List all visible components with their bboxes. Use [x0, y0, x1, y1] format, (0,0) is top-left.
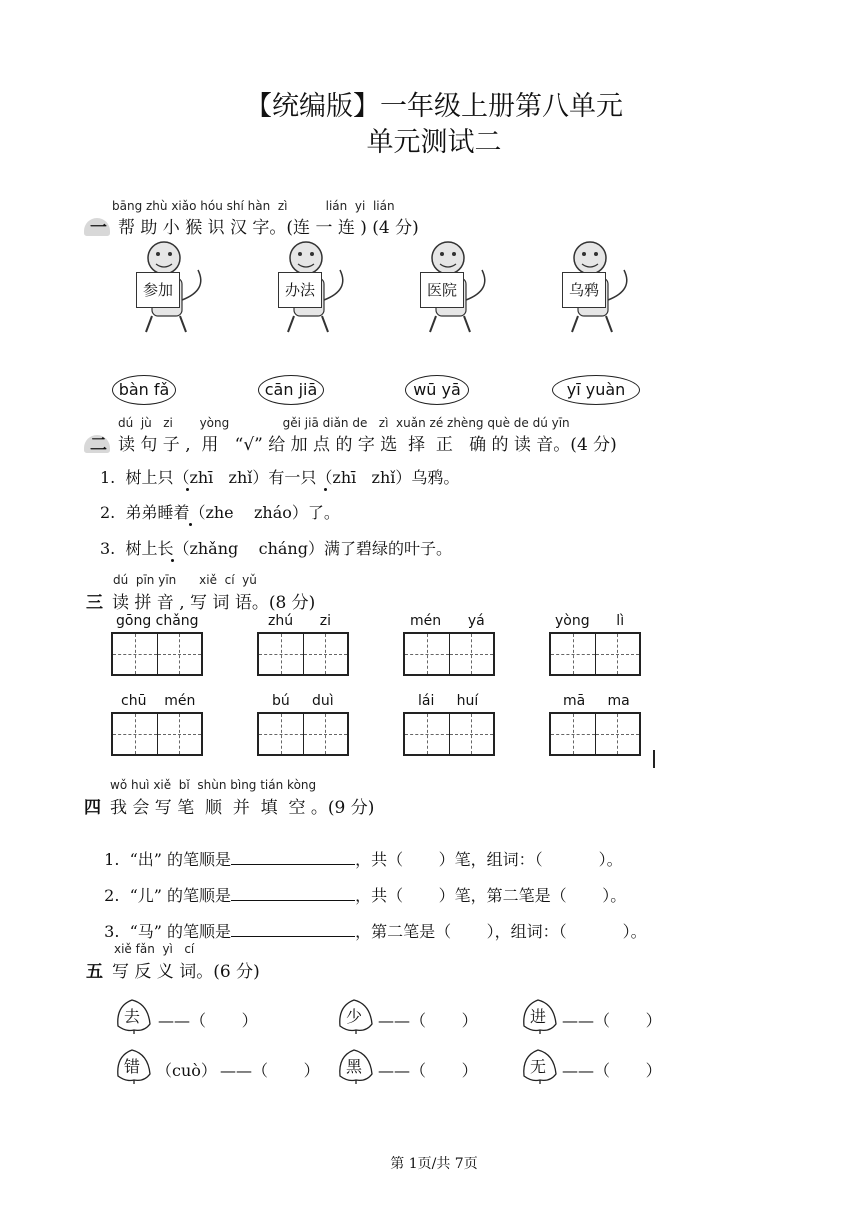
grid-pinyin-2: zhú zi — [268, 613, 332, 629]
leaf-char: 少 — [346, 1007, 363, 1026]
emphasis-dot — [189, 523, 192, 526]
emphasis-dot — [186, 488, 189, 491]
s2-item-1: 1. 树上只（zhī zhǐ）有一只（zhī zhǐ）乌鸦。 — [100, 468, 460, 487]
writing-grid[interactable] — [549, 632, 641, 676]
s2-badge: 二 — [90, 435, 107, 455]
grid-pinyin-1: gōng chǎng — [116, 613, 199, 629]
leaf-char: 无 — [530, 1057, 547, 1076]
leaf-word-4 — [114, 1046, 158, 1086]
antonym-blank[interactable]: ——（ ） — [378, 1011, 478, 1030]
s2-item-2: 2. 弟弟睡着（zhe zháo）了。 — [100, 503, 340, 522]
grid-pinyin-8: mā ma — [563, 693, 630, 709]
leaf-char: 进 — [530, 1007, 547, 1026]
writing-grid[interactable] — [403, 632, 495, 676]
s1-badge: 一 — [90, 218, 107, 238]
s4-pinyin: wǒ huì xiě bǐ shùn bìng tián kòng — [110, 778, 317, 792]
answer-blank[interactable] — [231, 886, 355, 901]
monkey-card-4 — [556, 240, 636, 339]
s4-item-2-rest: ，共（ ）笔，第二笔是（ ）。 — [355, 886, 627, 905]
antonym-blank[interactable]: ——（ ） — [378, 1061, 478, 1080]
s4-badge: 四 — [84, 798, 101, 818]
s2-item-3: 3. 树上长（zhǎng cháng）满了碧绿的叶子。 — [100, 539, 452, 558]
s4-item-2-prompt: 2. “儿” 的笔顺是 — [104, 886, 232, 905]
leaf-char: 错 — [124, 1057, 141, 1076]
grid-pinyin-5: chū mén — [121, 693, 196, 709]
antonym-blank[interactable]: ——（ ） — [562, 1061, 662, 1080]
s4-item-3-prompt: 3. “马” 的笔顺是 — [104, 922, 232, 941]
s2-pinyin: dú jù zi yòng gěi jiā diǎn de zì xuǎn zé zhèng què de dú yīn — [118, 416, 570, 430]
leaf-word-3 — [520, 996, 564, 1036]
writing-grid[interactable] — [111, 712, 203, 756]
card-word-2: 办法 — [278, 272, 322, 308]
s3-pinyin: dú pīn yīn xiě cí yǔ — [113, 573, 257, 587]
emphasis-dot — [324, 488, 327, 491]
s1-title: 帮 助 小 猴 识 汉 字。(连 一 连 ) (4 分) — [118, 218, 419, 238]
page-subtitle: 单元测试二 — [366, 127, 502, 158]
pinyin-oval-4: yī yuàn — [552, 375, 640, 405]
grid-pinyin-3: mén yá — [410, 613, 485, 629]
pinyin-oval-3: wū yā — [405, 375, 469, 405]
pinyin-oval-1: bàn fǎ — [112, 375, 176, 405]
grid-pinyin-7: lái huí — [418, 693, 479, 709]
pinyin-oval-2: cān jiā — [258, 375, 324, 405]
s1-pinyin: bāng zhù xiǎo hóu shí hàn zì lián yi lián — [112, 199, 395, 213]
s5-pinyin: xiě fǎn yì cí — [114, 942, 195, 956]
emphasis-dot — [171, 559, 174, 562]
leaf-word-1 — [114, 996, 158, 1036]
grid-pinyin-4: yòng lì — [555, 613, 625, 629]
s3-badge: 三 — [86, 593, 103, 613]
leaf-word-5 — [336, 1046, 380, 1086]
s4-item-1-rest: ，共（ ）笔，组词：（ ）。 — [355, 850, 623, 869]
leaf-word-6 — [520, 1046, 564, 1086]
writing-grid[interactable] — [549, 712, 641, 756]
monkey-card-2 — [272, 240, 352, 339]
s5-badge: 五 — [86, 962, 103, 982]
card-word-1: 参加 — [136, 272, 180, 308]
writing-grid[interactable] — [403, 712, 495, 756]
grid-pinyin-6: bú duì — [272, 693, 334, 709]
writing-grid[interactable] — [111, 632, 203, 676]
page-footer: 第 1页/共 7页 — [390, 1156, 478, 1172]
s4-item-1-prompt: 1. “出” 的笔顺是 — [104, 850, 232, 869]
cuo-pinyin: （cuò） — [156, 1061, 217, 1080]
leaf-char: 黑 — [346, 1057, 363, 1076]
s4-item-3 — [94, 900, 647, 942]
answer-blank[interactable] — [231, 850, 355, 865]
antonym-blank[interactable]: ——（ ） — [562, 1011, 662, 1030]
s4-item-3-rest: ，第二笔是（ ），组词：（ ）。 — [355, 922, 647, 941]
answer-blank[interactable] — [231, 922, 355, 937]
s2-title: 读 句 子 , 用 “√” 给 加 点 的 字 选 择 正 确 的 读 音。(4 分) — [118, 435, 617, 455]
card-word-4: 乌鸦 — [562, 272, 606, 308]
card-word-3: 医院 — [420, 272, 464, 308]
antonym-blank[interactable]: ——（ ） — [158, 1011, 258, 1030]
s5-title: 写 反 义 词。(6 分) — [112, 962, 260, 982]
monkey-card-1 — [130, 240, 210, 339]
s4-title: 我 会 写 笔 顺 并 填 空 。(9 分) — [110, 798, 375, 818]
antonym-blank[interactable]: ——（ ） — [220, 1061, 320, 1080]
monkey-card-3 — [414, 240, 494, 339]
writing-grid[interactable] — [257, 712, 349, 756]
page-title: 【统编版】一年级上册第八单元 — [245, 91, 623, 122]
leaf-char: 去 — [124, 1007, 141, 1026]
s3-title: 读 拼 音 , 写 词 语。(8 分) — [112, 593, 316, 613]
writing-grid[interactable] — [257, 632, 349, 676]
stray-mark — [653, 750, 655, 768]
leaf-word-2 — [336, 996, 380, 1036]
